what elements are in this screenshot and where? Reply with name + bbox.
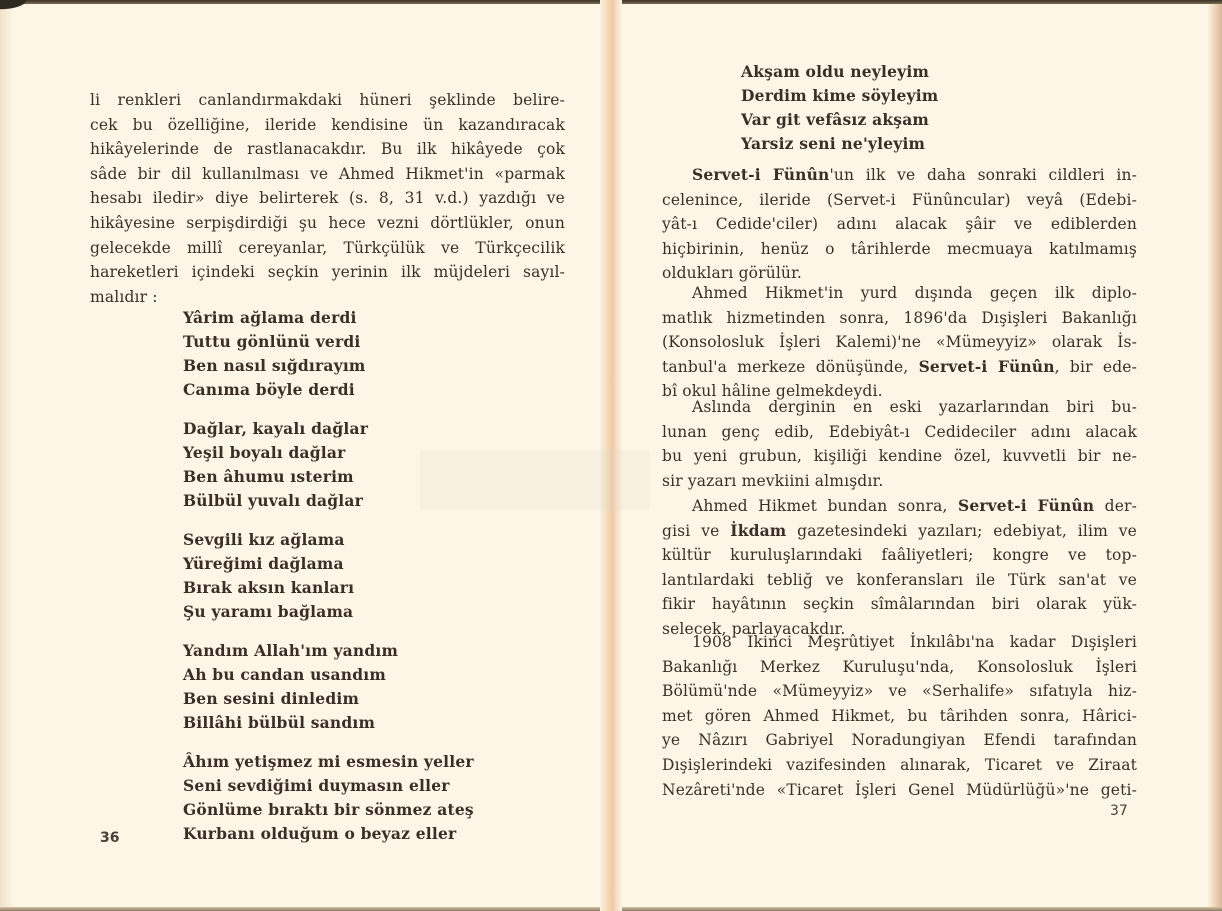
book-gutter <box>600 0 622 911</box>
text-line: hikâyesine serpişdirdiği şu hece vezni dörtlükler, onun <box>90 213 565 232</box>
poem-verse: Seni sevdiğimi duymasın eller <box>183 776 450 795</box>
text-run: oldukları görülür. <box>662 264 802 283</box>
text-line <box>662 281 1137 306</box>
poem-verse: Âhım yetişmez mi esmesin yeller <box>183 752 474 771</box>
text-line <box>662 630 1137 655</box>
text-run: Ahmed Hikmet bundan sonra, <box>692 497 958 515</box>
poem-verse: Ben sesini dinledim <box>183 689 360 708</box>
poem-verse: Ben nasıl sığdırayım <box>183 356 366 375</box>
text-line <box>662 306 1137 331</box>
poem-verse: Yârim ağlama derdi <box>183 308 357 327</box>
text-run: Ahmed Hikmet'in yurd dışında geçen ilk diplo- <box>692 284 1137 302</box>
text-line <box>662 395 1137 420</box>
text-line <box>662 568 1137 593</box>
bold-title-run: Servet-i Fünûn <box>918 356 1055 376</box>
text-run: kültür kuruluşlarındaki faâliyetleri; kongre ve top- <box>662 546 1137 565</box>
text-line <box>662 704 1137 729</box>
text-line <box>662 237 1137 262</box>
poem-verse: Yarsiz seni ne'yleyim <box>741 134 926 153</box>
text-run: tanbul'a merkeze dönüşünde, <box>662 357 919 376</box>
text-run: ye Nâzırı Gabriyel Noradungiyan Efendi tarafından <box>662 731 1137 750</box>
text-run: selecek, parlayacakdır. <box>662 619 846 638</box>
poem-verse: Yandım Allah'ım yandım <box>183 641 399 660</box>
right-poem <box>741 60 938 171</box>
bold-title-run: Servet-i Fünûn <box>692 165 830 184</box>
body-paragraph <box>662 281 1137 404</box>
poem-verse: Canıma böyle derdi <box>183 380 355 399</box>
text-line <box>662 655 1137 680</box>
text-run: fikir hayâtının seçkin sîmâlarından biri olarak yük- <box>662 595 1137 614</box>
poem-verse: Derdim kime söyleyim <box>741 86 939 105</box>
text-run: Bölümü'nde «Mümeyyiz» ve «Serhalife» sıfatıyla hiz- <box>662 682 1137 701</box>
text-run: 1908 İkinci Meşrûtiyet İnkılâbı'na kadar Dışişleri <box>692 633 1137 651</box>
text-line <box>662 330 1137 355</box>
poem-verse: Şu yaramı bağlama <box>183 602 354 621</box>
text-line: hikâyelerinde de rastlanacakdır. Bu ilk hikâyede çok <box>90 140 565 159</box>
text-line <box>662 679 1137 704</box>
poem-verse: Yüreğimi dağlama <box>183 554 344 573</box>
text-line: gelecekde millî cereyanlar, Türkçülük ve Türkçecilik <box>90 238 565 257</box>
text-line <box>662 592 1137 617</box>
text-line: li renkleri canlandırmakdaki hüneri şeklinde belire- <box>90 91 565 109</box>
body-paragraph <box>662 163 1137 286</box>
text-run: Nezâreti'nde «Ticaret İşleri Genel Müdürlüğü»'ne geti- <box>662 780 1137 799</box>
text-run: sir yazarı mevkiini almışdır. <box>662 471 884 490</box>
text-line <box>662 494 1137 519</box>
poem-verse: Billâhi bülbül sandım <box>183 713 376 732</box>
poem-verse: Dağlar, kayalı dağlar <box>183 419 369 438</box>
poem-stanza <box>183 306 474 402</box>
text-run: yât-ı Cedide'ciler) adını alacak şâir ve ediblerden <box>662 215 1137 234</box>
poem-stanza <box>183 750 474 846</box>
text-line <box>662 778 1137 803</box>
body-paragraph <box>662 395 1137 493</box>
text-line <box>662 753 1137 778</box>
text-run: 'un ilk ve daha sonraki cildleri in- <box>829 166 1137 184</box>
poem-verse: Gönlüme bıraktı bir sönmez ateş <box>183 800 474 819</box>
text-line <box>662 519 1137 544</box>
bold-title-run: İkdam <box>730 520 787 540</box>
text-run: der- <box>1094 497 1137 515</box>
text-line: sâde bir dil kullanılması ve Ahmed Hikmet'in «parmak <box>90 164 565 183</box>
text-line <box>662 444 1137 469</box>
text-line <box>662 469 1137 494</box>
text-line: cek bu özelliğine, ileride kendisine ün kazandıracak <box>90 115 565 134</box>
text-line: hesabı iledir» diye belirterek (s. 8, 31 v.d.) yazdığı ve <box>90 189 565 208</box>
poem-verse: Kurbanı olduğum o beyaz eller <box>183 824 457 843</box>
body-paragraph <box>662 630 1137 802</box>
text-run: gisi ve <box>662 521 731 540</box>
poem-verse: Bülbül yuvalı dağlar <box>183 491 363 510</box>
text-run: lantılardaki tebliğ ve konferansları ile Türk san'at ve <box>662 570 1137 589</box>
poem-verse: Tuttu gönlünü verdi <box>183 332 361 351</box>
poem-verse: Sevgili kız ağlama <box>183 530 345 549</box>
body-paragraph <box>662 494 1137 642</box>
text-line <box>662 420 1137 445</box>
poem-verse: Yeşil boyalı dağlar <box>183 443 346 462</box>
bold-title-run: Servet-i Fünûn <box>957 496 1095 515</box>
poem-verse: Ah bu candan usandım <box>183 665 386 684</box>
text-line: malıdır : <box>90 287 158 306</box>
text-run: celenince, ileride (Servet-i Fünûncular) veyâ (Edebi- <box>662 190 1137 209</box>
text-run: Bakanlığı Merkez Kuruluşu'nda, Konsolosluk İşleri <box>662 657 1137 676</box>
left-page <box>0 0 600 911</box>
poem-verse: Akşam oldu neyleyim <box>741 62 930 81</box>
left-intro-paragraph <box>90 88 565 309</box>
text-line: hareketleri içindeki seçkin yerinin ilk müjdeleri sayıl- <box>90 263 565 282</box>
page-number-right: 37 <box>1110 803 1128 819</box>
page-number-left: 36 <box>100 830 120 846</box>
poem-stanza <box>183 417 474 513</box>
text-run: met gören Ahmed Hikmet, bu târihden sonra, Hârici- <box>662 706 1137 725</box>
text-run: hiçbirinin, henüz o târihlerde mecmuaya katılmamış <box>662 239 1137 258</box>
right-page <box>622 0 1222 911</box>
text-line <box>662 188 1137 213</box>
poem-verse: Var git vefâsız akşam <box>741 110 930 129</box>
text-run: bî okul hâline gelmekdeydi. <box>662 382 883 401</box>
text-run: bu yeni grubun, kişiliği kendine özel, kuvvetli bir ne- <box>662 447 1137 466</box>
text-line <box>662 355 1137 380</box>
text-run: lunan genç edib, Edebiyât-ı Cedideciler adını alacak <box>662 422 1137 441</box>
text-run: (Konsolosluk İşleri Kalemi)'ne «Mümeyyiz» olarak İs- <box>662 333 1137 352</box>
left-poem <box>183 306 474 861</box>
text-run: , bir ede- <box>1054 357 1137 376</box>
text-run: gazetesindeki yazıları; edebiyat, ilim ve <box>786 521 1137 540</box>
text-line <box>662 543 1137 568</box>
text-line <box>662 212 1137 237</box>
text-run: Dışişlerindeki vazifesinden alınarak, Ticaret ve Ziraat <box>662 755 1137 774</box>
poem-verse: Bırak aksın kanları <box>183 578 355 597</box>
text-line <box>662 728 1137 753</box>
text-run: Aslında derginin en eski yazarlarından biri bu- <box>692 398 1137 416</box>
poem-stanza <box>183 528 474 624</box>
text-line <box>662 163 1137 188</box>
poem-stanza <box>741 60 938 156</box>
poem-stanza <box>183 639 474 735</box>
text-run: matlık hizmetinden sonra, 1896'da Dışişleri Bakanlığı <box>662 308 1137 327</box>
poem-verse: Ben âhumu ısterim <box>183 467 354 486</box>
